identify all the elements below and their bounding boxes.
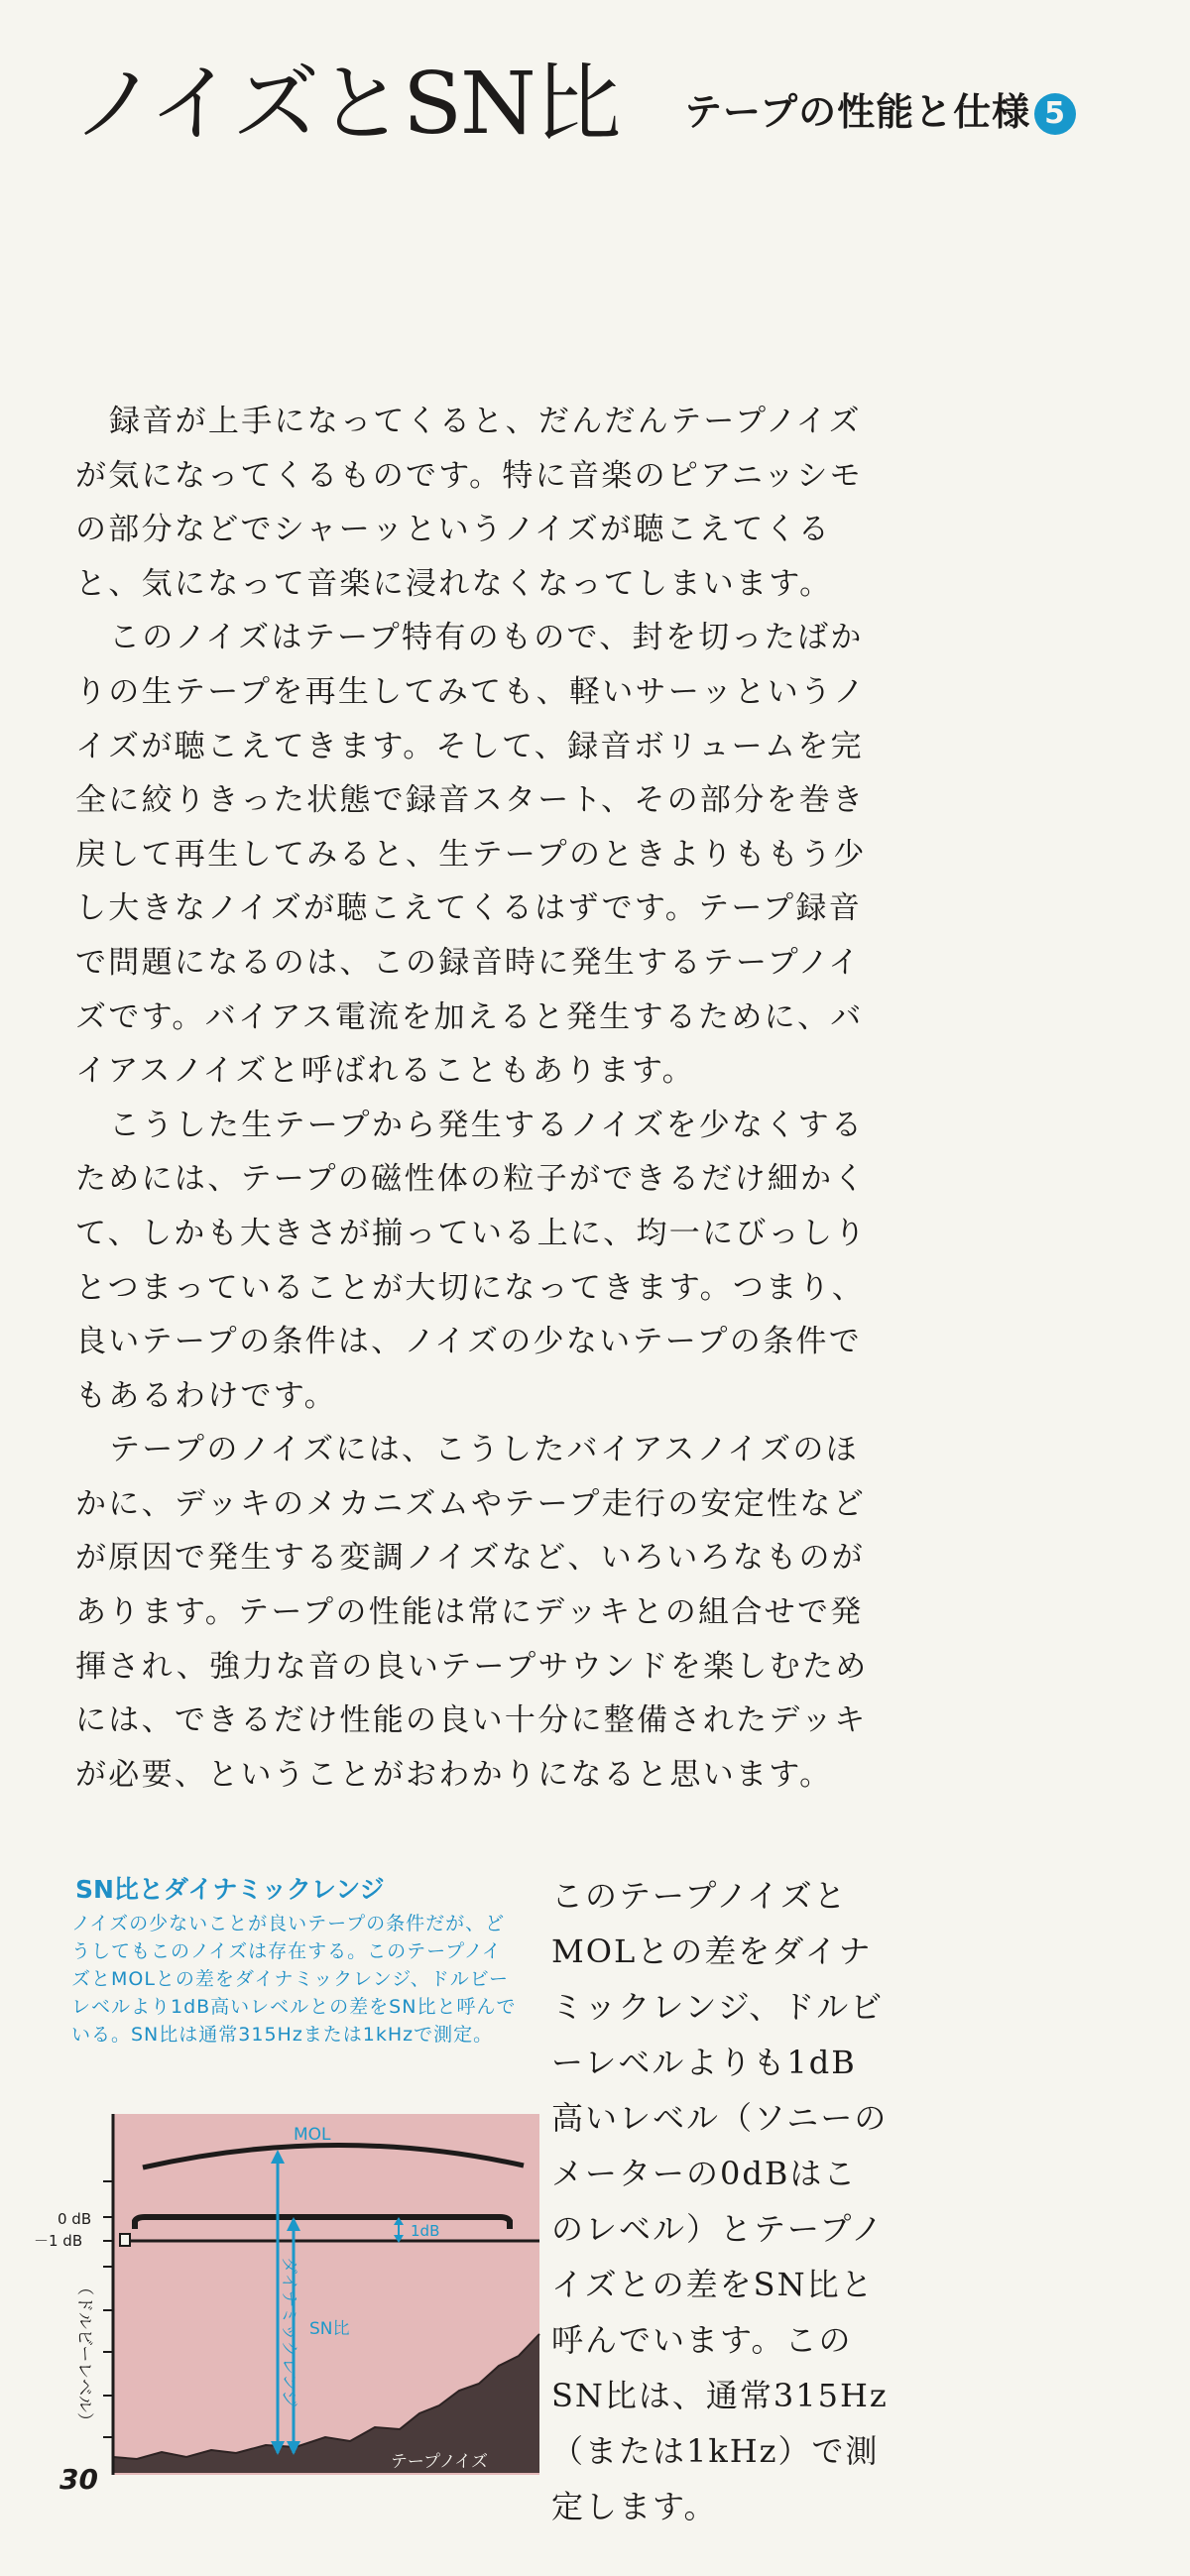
sn-ratio-diagram: [28, 2110, 553, 2477]
dynamic-range-label: ダイナミックレンジ: [279, 2257, 298, 2407]
one-db-label: 1dB: [411, 2222, 440, 2240]
page-title: ノイズとSN比: [71, 55, 620, 154]
paragraph: こうした生テープから発生するノイズを少なくするためには、テープの磁性体の粒子ができるだけ細かくて、しかも大きさが揃っている上に、均一にびっしりとつまっていることが大切になってきます。つまり、良いテープの条件は、ノイズの少ないテープの条件でもあるわけです。: [75, 1107, 868, 1414]
tape-noise-label: テープノイズ: [390, 2452, 488, 2472]
y-label-minus-one-db: －1 dB: [34, 2232, 83, 2250]
figure-caption-title: SN比とダイナミックレンジ: [75, 1875, 385, 1904]
side-paragraph: このテープノイズとMOLとの差をダイナミックレンジ、ドルビーレベルよりも1dB高いレベル（ソニーのメーターの0dBはこのレベル）とテープノイズとの差をSN比と呼んでいます。このSN比は、通常315Hz（または1kHz）で測定します。: [551, 1877, 889, 2525]
page-number: 30: [60, 2463, 98, 2496]
sn-ratio-label: SN比: [309, 2319, 350, 2339]
paragraph: 録音が上手になってくると、だんだんテープノイズが気になってくるものです。特に音楽のピアニッシモの部分などでシャーッというノイズが聴こえてくると、気になって音楽に浸れなくなってしまいます。: [75, 404, 863, 602]
dolby-level-marker: [120, 2234, 130, 2246]
section-number-badge: 5: [1034, 93, 1076, 135]
y-label-zero-db: 0 dB: [58, 2210, 92, 2228]
mol-label: MOL: [294, 2125, 331, 2145]
paragraph: テープのノイズには、こうしたバイアスノイズのほかに、デッキのメカニズムやテープ走行の安定性などが原因で発生する変調ノイズなど、いろいろなものがあります。テープの性能は常にデッキとの組合せで発揮され、強力な音の良いテープサウンドを楽しむためには、できるだけ性能の良い十分に整備されたデッキが必要、ということがおわかりになると思います。: [75, 1432, 869, 1793]
figure-caption-text: ノイズの少ないことが良いテープの条件だが、どうしてもこのノイズは存在する。このテープノイズとMOLとの差をダイナミックレンジ、ドルビーレベルより1dB高いレベルとの差をSN比と呼んでいる。SN比は通常315Hzまたは1kHzで測定。: [71, 1913, 517, 2046]
paragraph: このノイズはテープ特有のもので、封を切ったばかりの生テープを再生してみても、軽いサーッというノイズが聴こえてきます。そして、録音ボリュームを完全に絞りきった状態で録音スタート、その部分を巻き戻して再生してみると、生テープのときよりももう少し大きなノイズが聴こえてくるはずです。テープ録音で問題になるのは、この録音時に発生するテープノイズです。バイアス電流を加えると発生するために、バイアスノイズと呼ばれることもあります。: [75, 620, 867, 1090]
sn-ratio-diagram-svg: [28, 2110, 553, 2477]
y-axis-title: （ドルビーレベル）: [74, 2279, 94, 2429]
section-label-text: テープの性能と仕様: [684, 90, 1031, 134]
body-text: [75, 395, 884, 1802]
section-label: [684, 81, 1076, 136]
